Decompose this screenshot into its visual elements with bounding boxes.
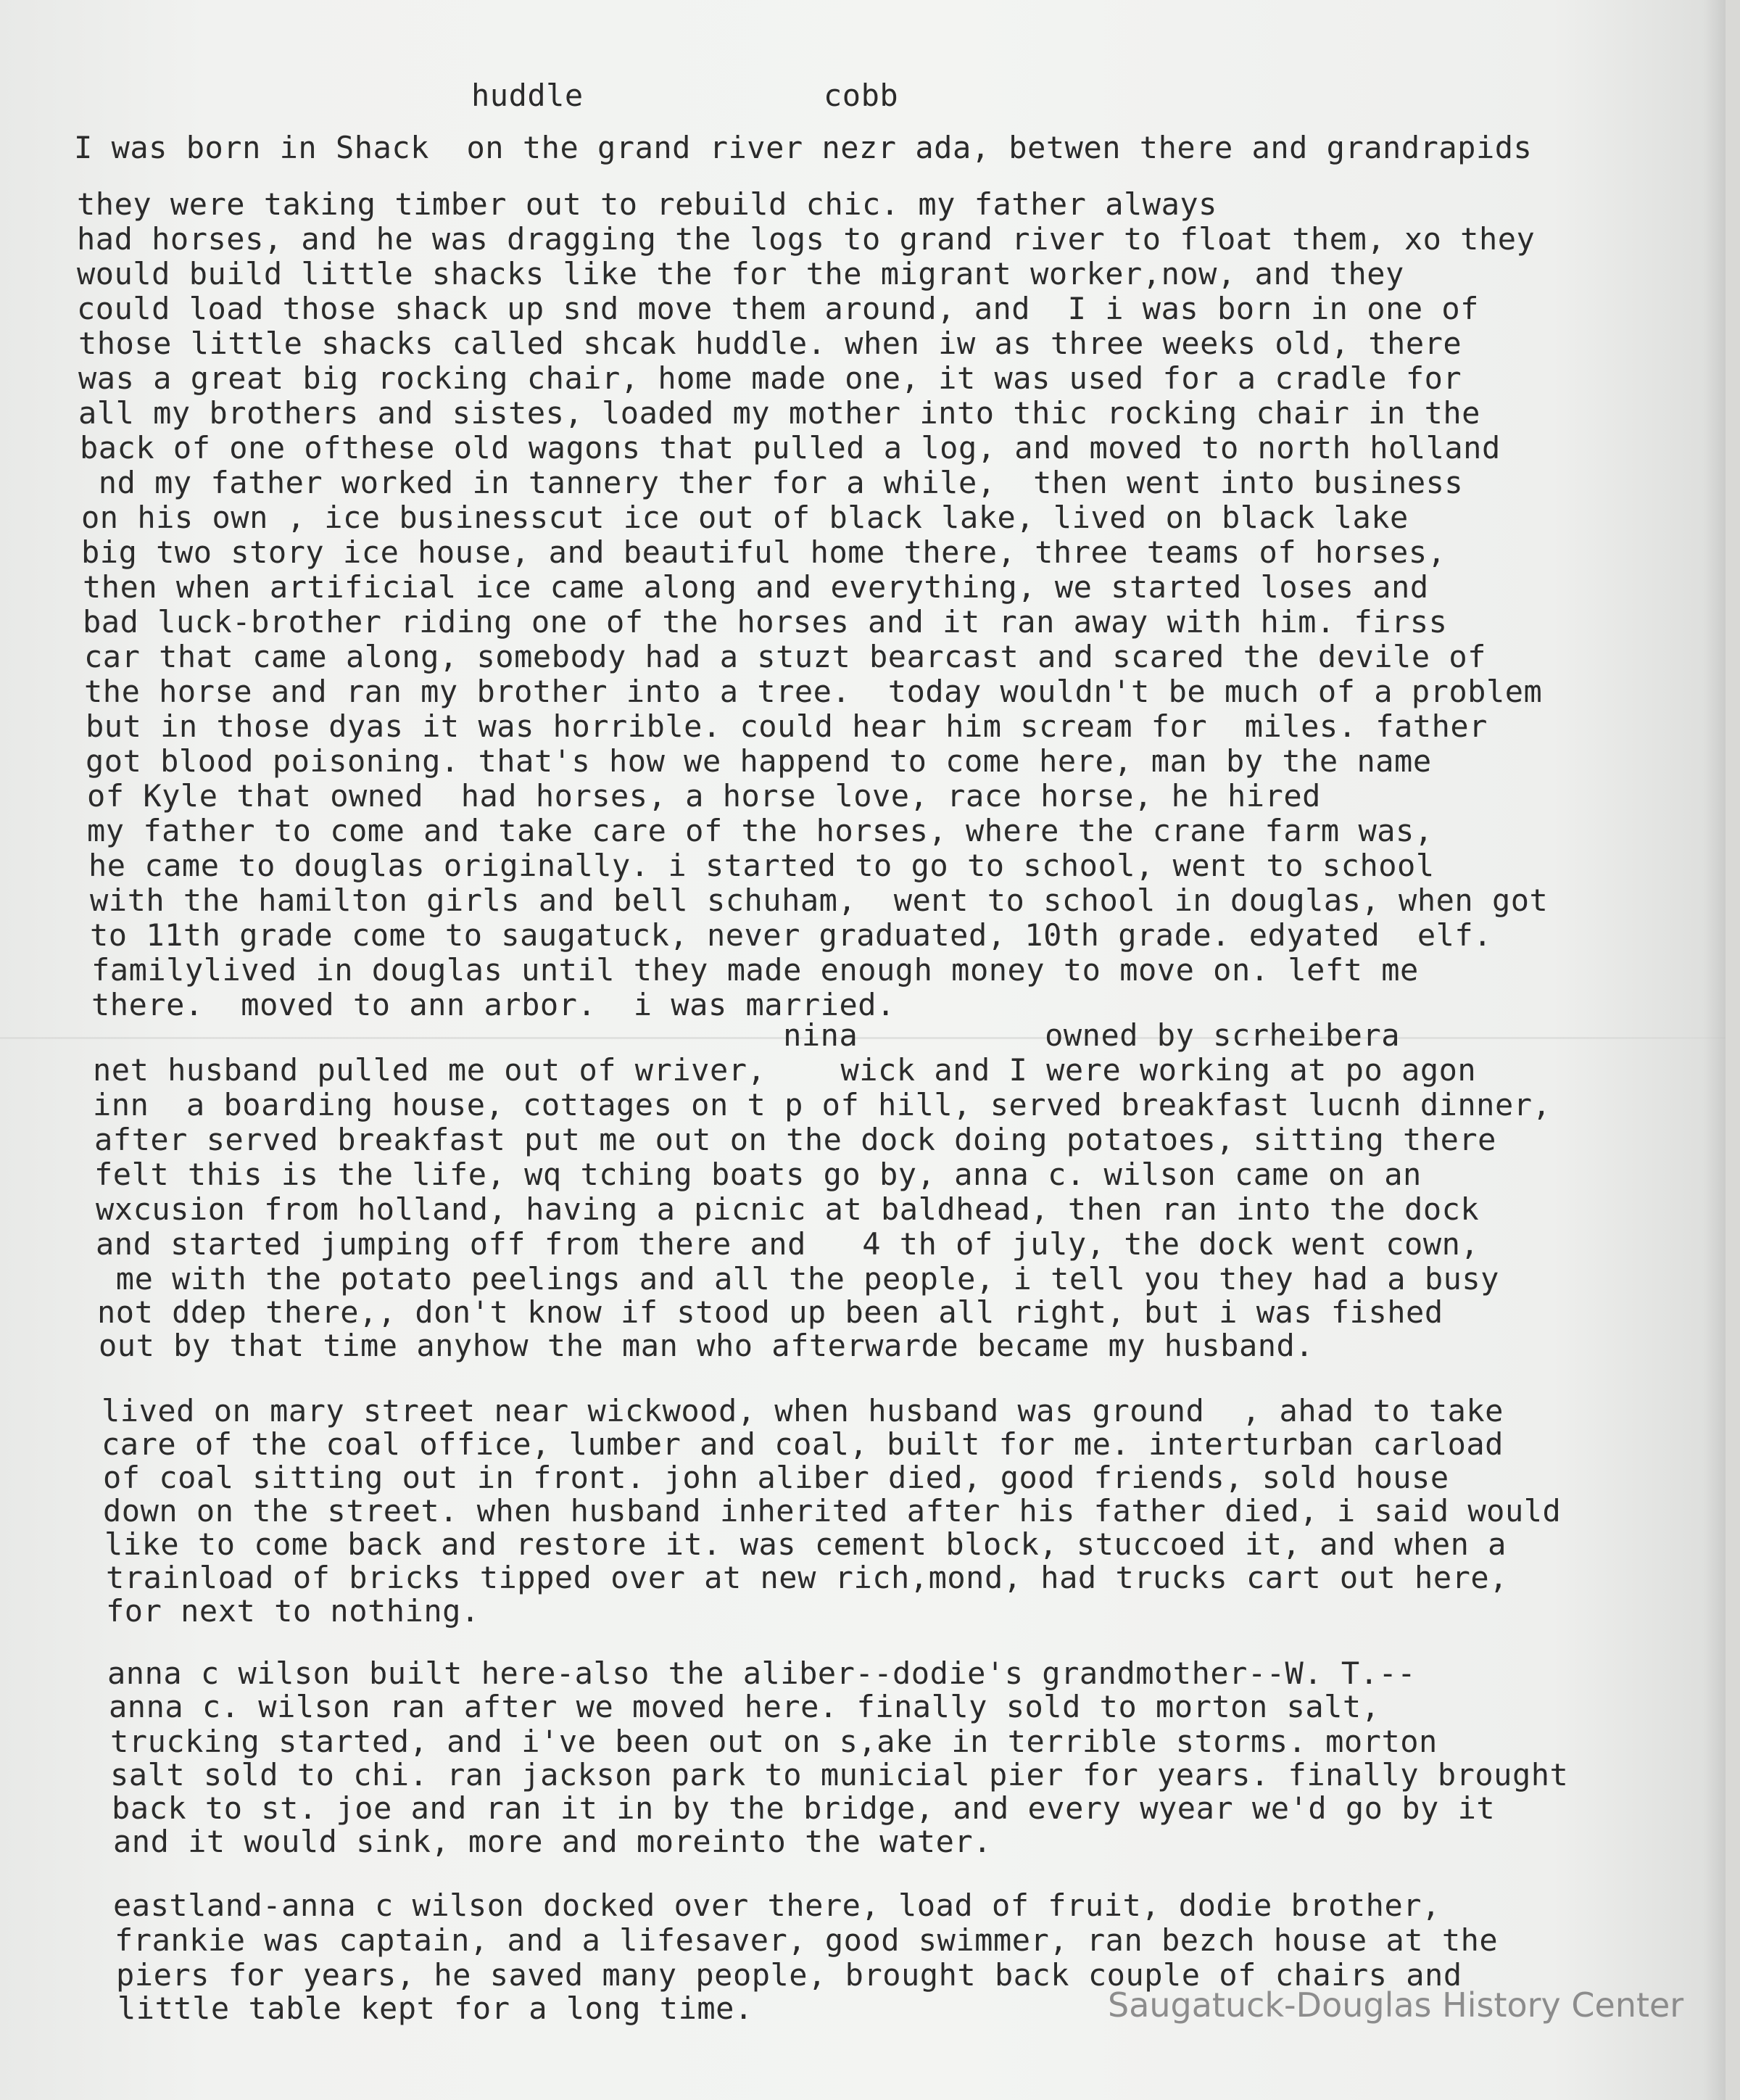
text-line: and started jumping off from there and 4 th of july, the dock went cown, [96, 1226, 1480, 1262]
text-line: out by that time anyhow the man who afterwarde became my husband. [99, 1328, 1314, 1363]
text-line: of Kyle that owned had horses, a horse love, race horse, he hired [87, 778, 1321, 814]
text-line: the horse and ran my brother into a tree. today wouldn't be much of a problem [84, 674, 1543, 709]
text-line: big two story ice house, and beautiful home there, three teams of horses, [81, 534, 1446, 570]
text-line: trucking started, and i've been out on s,ake in terrible storms. morton [110, 1724, 1438, 1759]
text-line: they were taking timber out to rebuild chic. my father always [77, 186, 1217, 222]
text-line: like to come back and restore it. was cement block, stuccoed it, and when a [104, 1526, 1507, 1562]
text-line: for next to nothing. [106, 1593, 480, 1629]
text-line: with the hamilton girls and bell schuham, went to school in douglas, when got [90, 882, 1549, 918]
text-line: back to st. joe and ran it in by the bridge, and every wyear we'd go by it [112, 1790, 1496, 1826]
text-line: trainload of bricks tipped over at new rich,mond, had trucks cart out here, [106, 1560, 1508, 1595]
text-line: to 11th grade come to saugatuck, never graduated, 10th grade. edyated elf. [90, 917, 1492, 953]
text-line: those little shacks called shcak huddle. when iw as three weeks old, there [78, 326, 1462, 361]
text-line: bad luck-brother riding one of the horses and it ran away with him. firss [83, 604, 1448, 640]
text-line: nd my father worked in tannery ther for a while, then went into business [80, 465, 1464, 500]
text-line: then when artificial ice came along and everything, we started loses and [83, 569, 1429, 605]
text-line: familylived in douglas until they made enough money to move on. left me [91, 952, 1419, 988]
text-line: inn a boarding house, cottages on t p of hill, served breakfast lucnh dinner, [93, 1087, 1552, 1123]
text-line: anna c wilson built here-also the aliber--dodie's grandmother--W. T.-- [107, 1655, 1417, 1691]
text-line: me with the potato peelings and all the people, i tell you they had a busy [97, 1261, 1499, 1297]
text-line: care of the coal office, lumber and coal, built for me. interturban carload [102, 1426, 1504, 1462]
header-name-cobb: cobb [824, 78, 899, 113]
text-line: salt sold to chi. ran jackson park to municial pier for years. finally brought [110, 1757, 1569, 1793]
text-line: nina owned by scrheibera [91, 1017, 1401, 1053]
text-line: and it would sink, more and moreinto the water. [113, 1824, 992, 1859]
text-line: wxcusion from holland, having a picnic at baldhead, then ran into the dock [96, 1191, 1480, 1227]
text-line: he came to douglas originally. i started to go to school, went to school [88, 848, 1435, 883]
text-line: piers for years, he saved many people, brought back couple of chairs and [116, 1957, 1462, 1993]
text-line: car that came along, somebody had a stuzt bearcast and scared the devile of [84, 639, 1486, 674]
text-line: but in those dyas it was horrible. could hear him scream for miles. father [86, 708, 1488, 744]
text-line: was a great big rocking chair, home made one, it was used for a cradle for [78, 360, 1462, 396]
text-line: would build little shacks like the for the migrant worker,now, and they [77, 256, 1404, 292]
page-edge-shadow [1704, 0, 1726, 2100]
text-line: not ddep there,, don't know if stood up been all right, but i was fished [97, 1294, 1443, 1330]
header-name-huddle: huddle [471, 78, 584, 113]
text-line: there. moved to ann arbor. i was married. [91, 987, 895, 1022]
history-center-watermark: Saugatuck-Douglas History Center [1108, 1985, 1684, 2025]
text-line: net husband pulled me out of wriver, wick and I were working at po agon [93, 1052, 1477, 1088]
text-line: all my brothers and sistes, loaded my mother into thic rocking chair in the [78, 395, 1480, 431]
text-line: had horses, and he was dragging the logs to grand river to float them, xo they [77, 221, 1536, 257]
text-line: down on the street. when husband inherited after his father died, i said would [103, 1493, 1562, 1529]
text-line: I was born in Shack on the grand river nezr ada, betwen there and grandrapids [74, 130, 1533, 165]
text-line: after served breakfast put me out on the dock doing potatoes, sitting there [94, 1122, 1496, 1157]
text-line: back of one ofthese old wagons that pulled a log, and moved to north holland [80, 430, 1501, 466]
text-line: could load those shack up snd move them around, and I i was born in one of [77, 291, 1479, 326]
text-line: on his own , ice businesscut ice out of black lake, lived on black lake [81, 500, 1409, 535]
text-line: little table kept for a long time. [117, 1991, 753, 2026]
text-line: eastland-anna c wilson docked over there, load of fruit, dodie brother, [113, 1888, 1441, 1923]
text-line: of coal sitting out in front. john aliber died, good friends, sold house [103, 1460, 1449, 1495]
text-line: felt this is the life, wq tching boats go by, anna c. wilson came on an [94, 1157, 1422, 1192]
text-line: frankie was captain, and a lifesaver, good swimmer, ran bezch house at the [115, 1922, 1499, 1958]
text-line: my father to come and take care of the horses, where the crane farm was, [87, 813, 1433, 848]
text-line: anna c. wilson ran after we moved here. finally sold to morton salt, [109, 1689, 1380, 1724]
text-line: lived on mary street near wickwood, when husband was ground , ahad to take [102, 1393, 1504, 1429]
text-line: got blood poisoning. that's how we happend to come here, man by the name [86, 743, 1432, 779]
